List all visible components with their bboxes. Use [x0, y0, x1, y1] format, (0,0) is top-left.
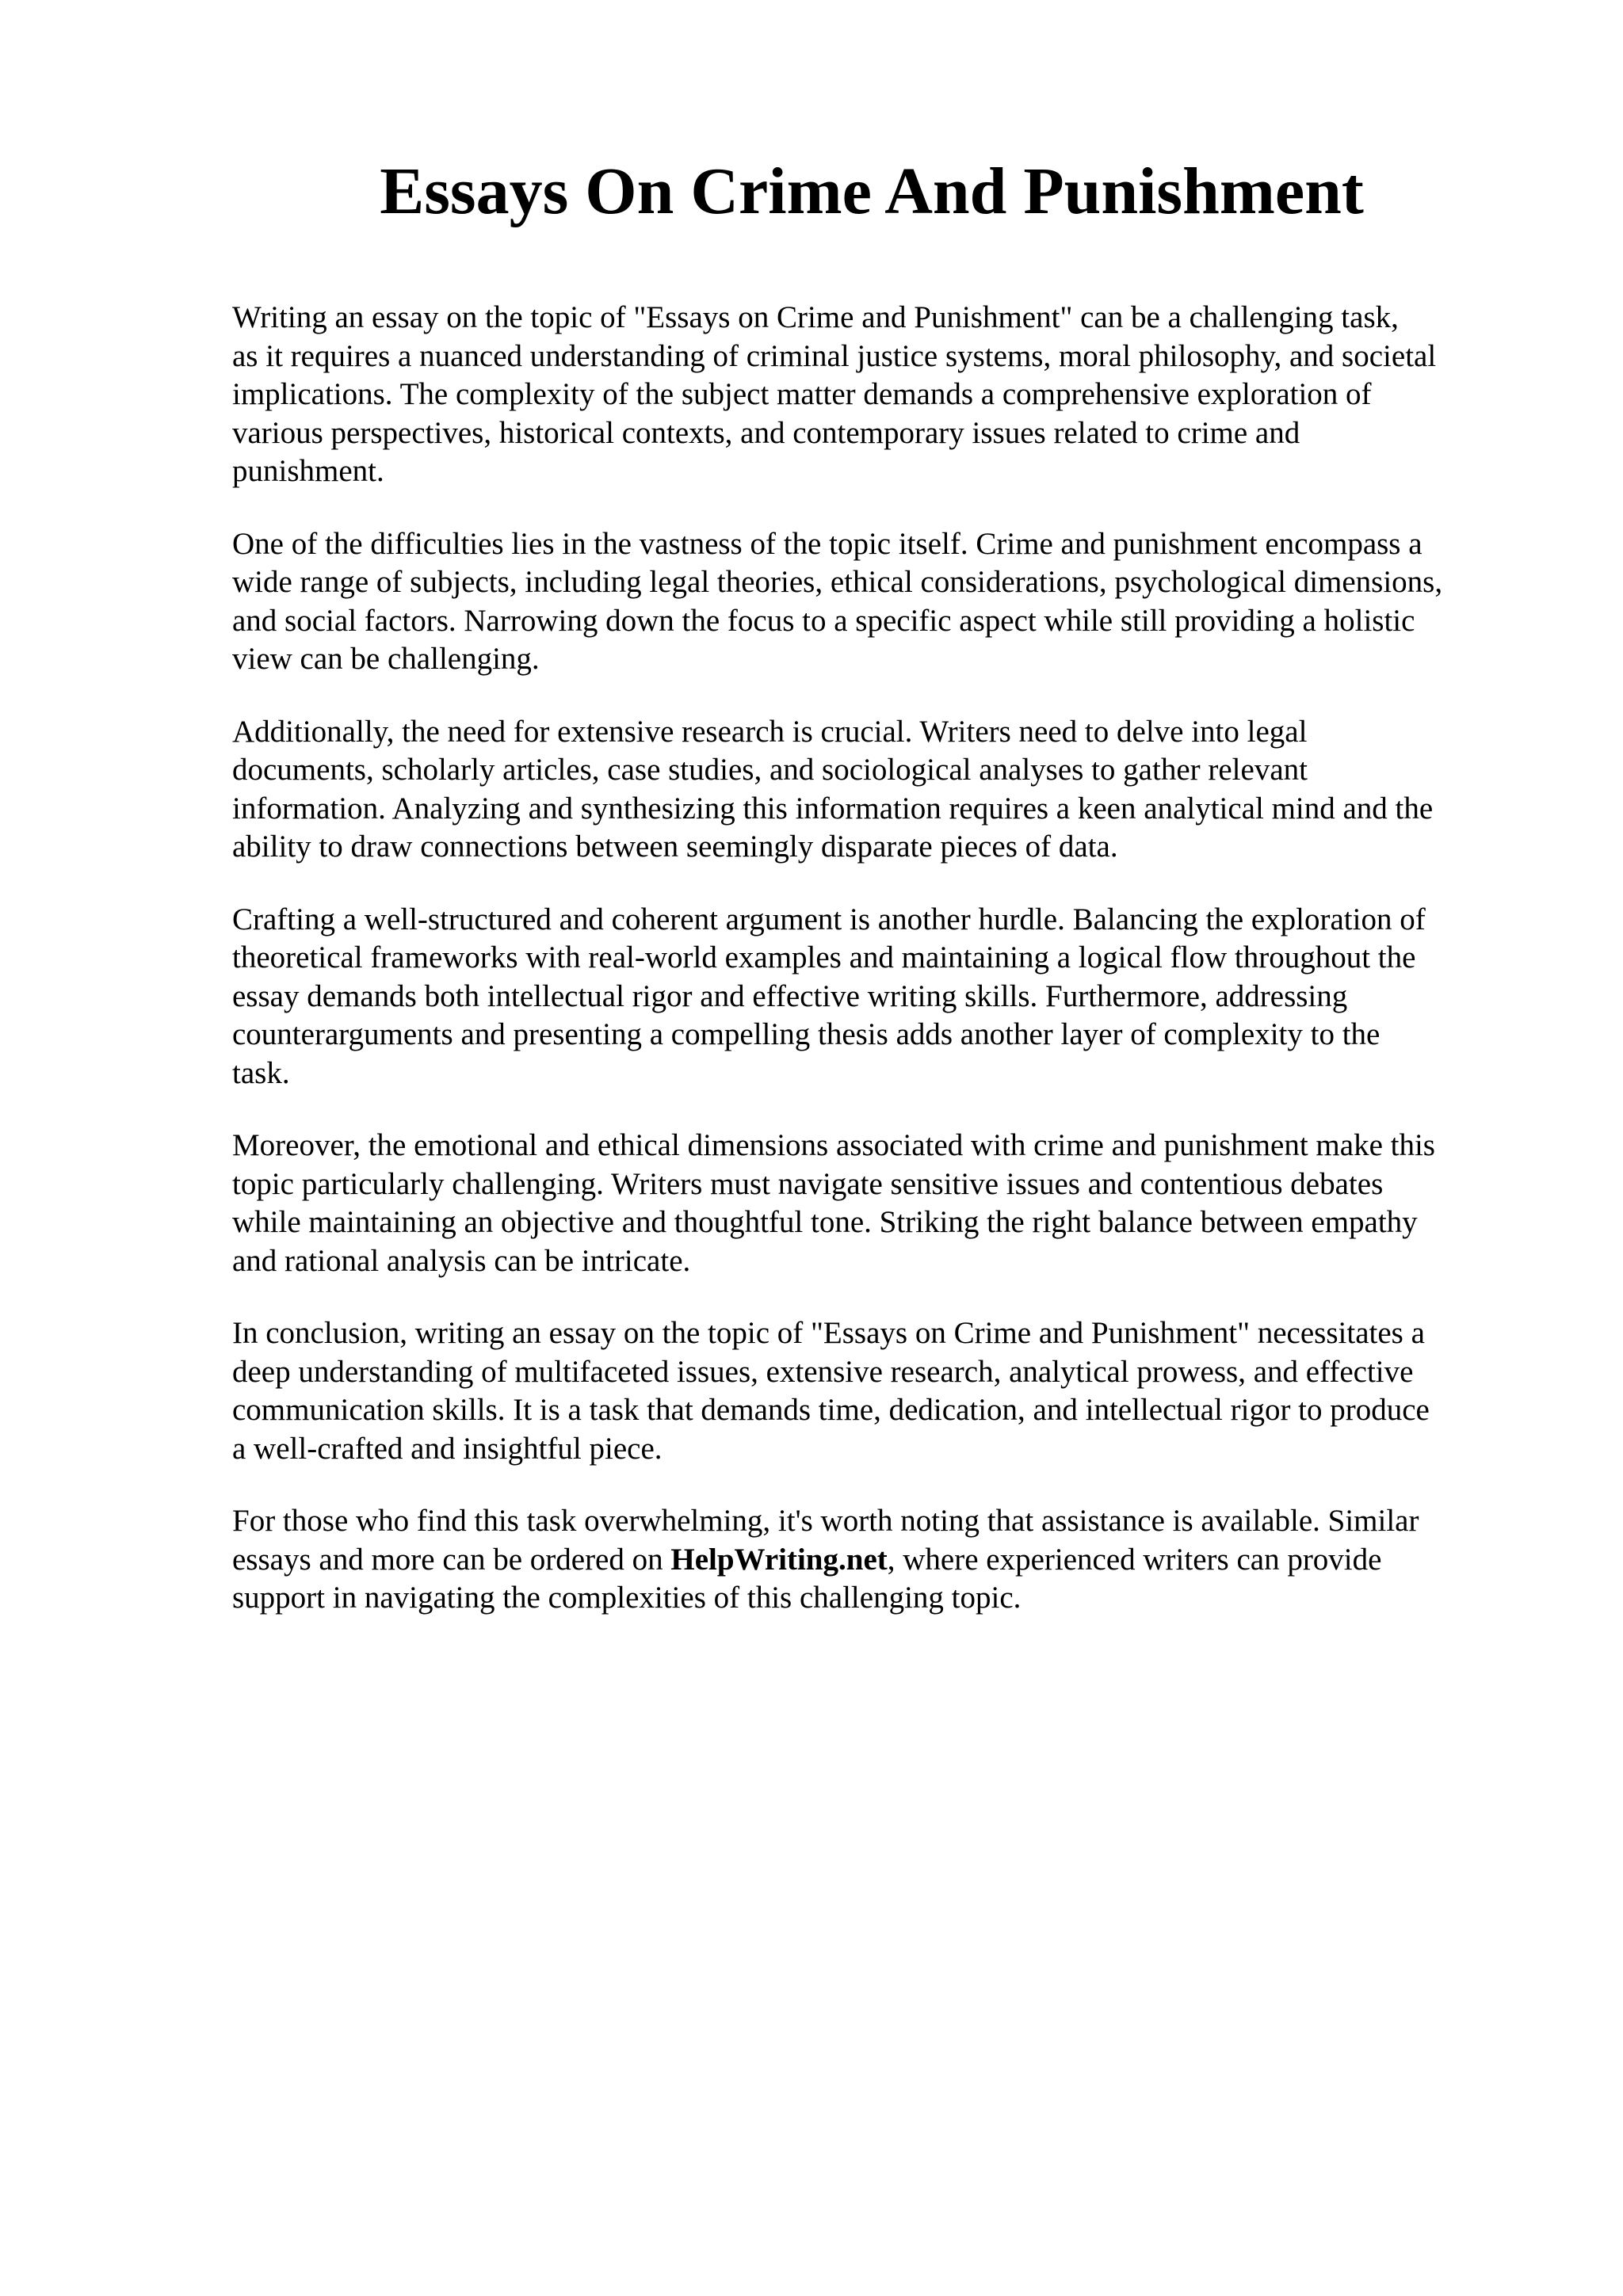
paragraph-line: support in navigating the complexities of this challenging topic. [232, 1581, 1022, 1615]
paragraph-line: and rational analysis can be intricate. [232, 1243, 691, 1278]
paragraph-line: Moreover, the emotional and ethical dimensions associated with crime and punishment make this [232, 1128, 1435, 1162]
paragraph-line: essay demands both intellectual rigor and effective writing skills. Furthermore, addressing [232, 978, 1348, 1013]
paragraph [232, 901, 1532, 1093]
paragraph-line: various perspectives, historical contexts, and contemporary issues related to crime and [232, 415, 1300, 450]
paragraph-line: and social factors. Narrowing down the focus to a specific aspect while still providing a holistic [232, 603, 1415, 638]
paragraph-line [232, 1541, 1532, 1580]
paragraph-line: a well-crafted and insightful piece. [232, 1431, 663, 1466]
paragraph-line: theoretical frameworks with real-world examples and maintaining a logical flow throughout the [232, 940, 1416, 974]
paragraph-line: while maintaining an objective and thoughtful tone. Striking the right balance between empathy [232, 1205, 1418, 1239]
paragraph-line: deep understanding of multifaceted issues, extensive research, analytical prowess, and effective [232, 1354, 1414, 1389]
paragraph-line: Additionally, the need for extensive research is crucial. Writers need to delve into legal [232, 714, 1308, 749]
promo-text-before: essays and more can be ordered on [232, 1542, 671, 1577]
paragraph [232, 713, 1532, 867]
paragraph-line: ability to draw connections between seemingly disparate pieces of data. [232, 830, 1118, 864]
paragraph-line: In conclusion, writing an essay on the topic of "Essays on Crime and Punishment" necessitates a [232, 1316, 1425, 1350]
paragraph [232, 1127, 1532, 1280]
paragraph-line: One of the difficulties lies in the vastness of the topic itself. Crime and punishment encompass a [232, 526, 1423, 561]
paragraph-line: task. [232, 1055, 290, 1090]
paragraph-line: communication skills. It is a task that demands time, dedication, and intellectual rigor to produce [232, 1393, 1430, 1427]
paragraph-line: For those who find this task overwhelming, it's worth noting that assistance is available. Similar [232, 1504, 1419, 1538]
paragraph-promo [232, 1502, 1532, 1618]
paragraph-line: punishment. [232, 454, 384, 488]
paragraph-line: implications. The complexity of the subject matter demands a comprehensive exploration of [232, 377, 1372, 411]
paragraph-line: counterarguments and presenting a compelling thesis adds another layer of complexity to the [232, 1017, 1381, 1051]
paragraph-line: topic particularly challenging. Writers must navigate sensitive issues and contentious debates [232, 1166, 1384, 1201]
paragraph [232, 525, 1532, 679]
paragraph-list [232, 299, 1532, 1468]
paragraph-line: information. Analyzing and synthesizing this information requires a keen analytical mind and the [232, 791, 1434, 826]
paragraph-line: view can be challenging. [232, 642, 540, 676]
paragraph-line: wide range of subjects, including legal theories, ethical considerations, psychological dimensions, [232, 565, 1443, 599]
paragraph-line: documents, scholarly articles, case studies, and sociological analyses to gather relevant [232, 753, 1308, 787]
page-title: Essays On Crime And Punishment [380, 154, 1364, 228]
helpwriting-link[interactable]: HelpWriting.net [670, 1542, 888, 1577]
paragraph [232, 1314, 1532, 1468]
essay-body [232, 299, 1532, 1652]
paragraph-line: Crafting a well-structured and coherent argument is another hurdle. Balancing the exploration of [232, 902, 1426, 936]
paragraph-line: Writing an essay on the topic of "Essays on Crime and Punishment" can be a challenging task, [232, 300, 1399, 334]
promo-text-after: , where experienced writers can provide [887, 1542, 1382, 1577]
paragraph [232, 299, 1532, 491]
paragraph-line: as it requires a nuanced understanding of criminal justice systems, moral philosophy, and societal [232, 338, 1437, 373]
